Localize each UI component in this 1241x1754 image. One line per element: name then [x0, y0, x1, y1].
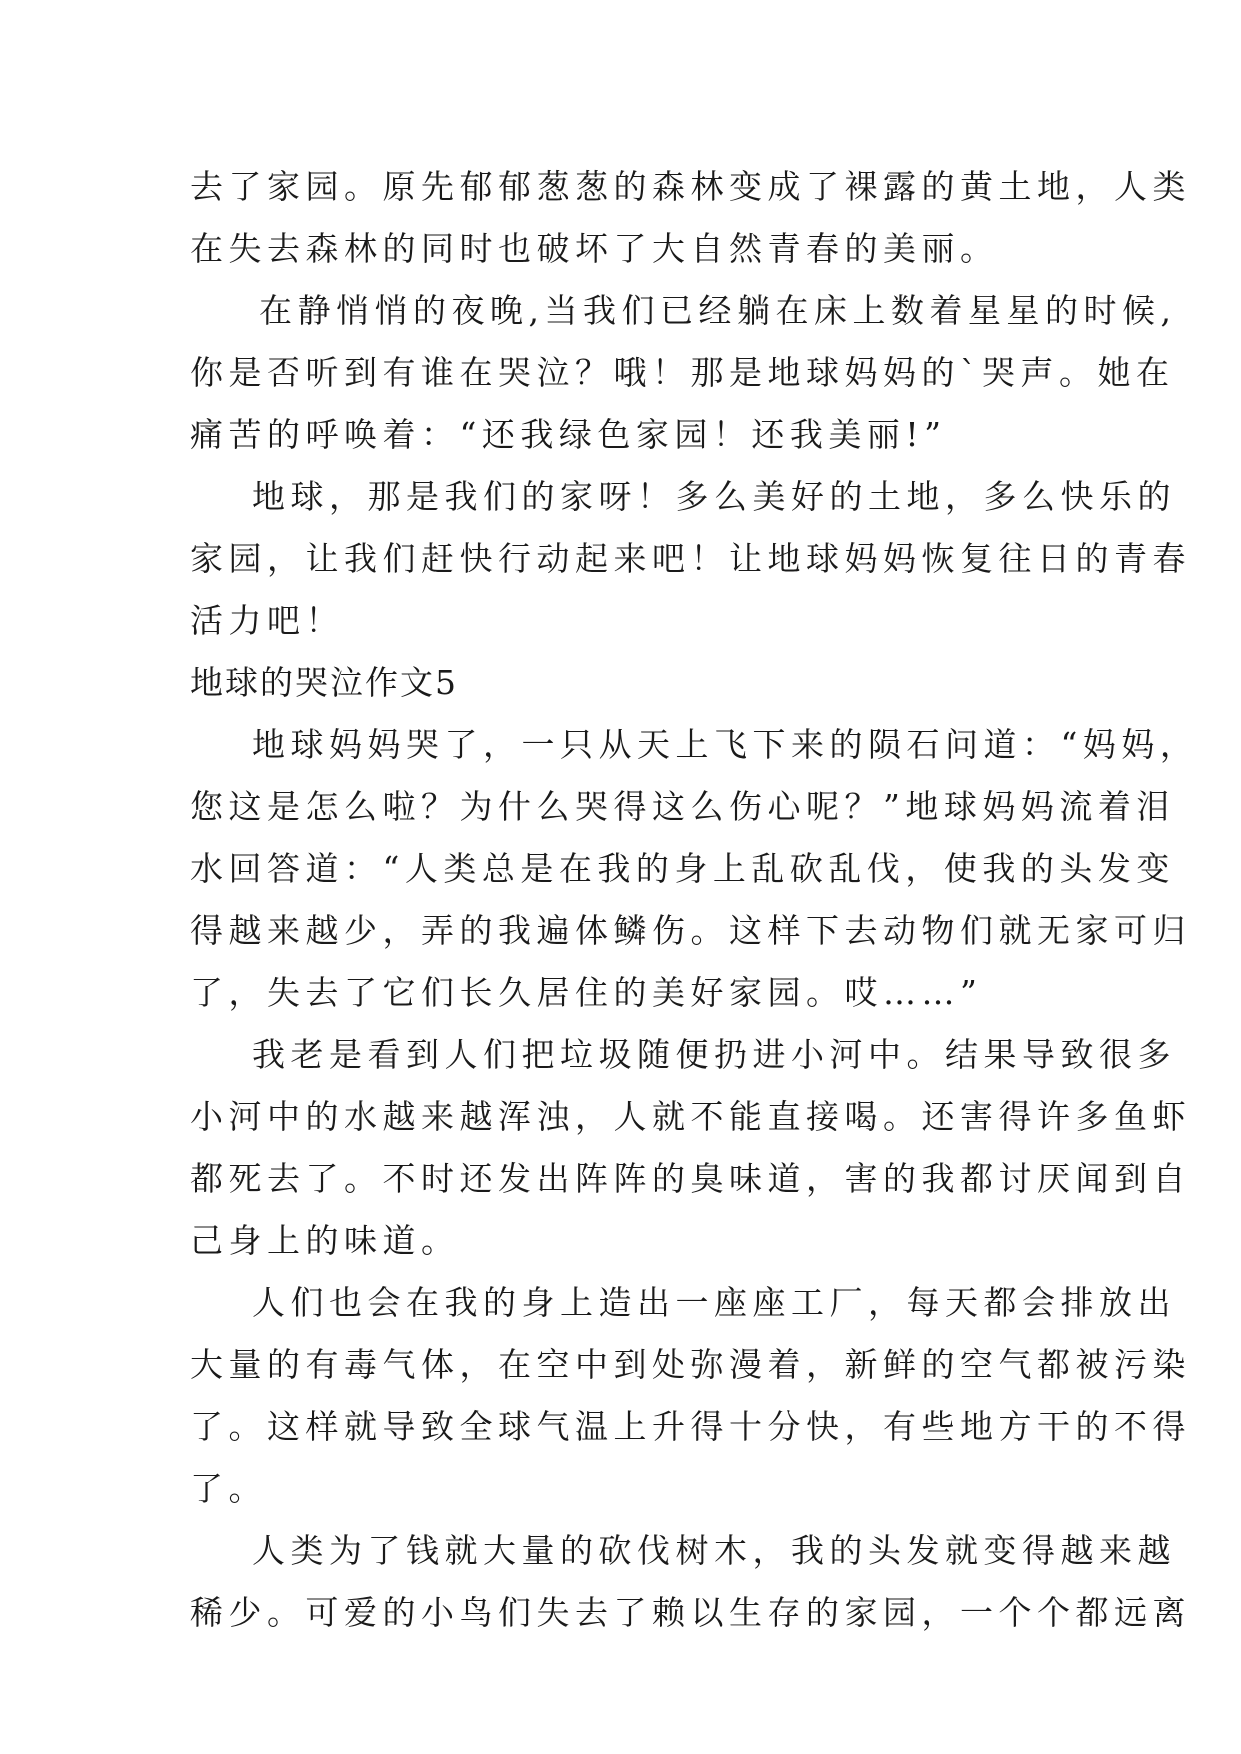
paragraph-start: 人类为了钱就大量的砍伐树木，我的头发就变得越来越: [252, 1531, 1176, 1570]
text-line: 去了家园。原先郁郁葱葱的森林变成了裸露的黄土地，人类: [190, 167, 1191, 206]
text-line: 大量的有毒气体，在空中到处弥漫着，新鲜的空气都被污染: [190, 1345, 1191, 1384]
paragraph-start: 地球妈妈哭了，一只从天上飞下来的陨石问道：“妈妈，: [252, 725, 1199, 764]
paragraph-start: 人们也会在我的身上造出一座座工厂，每天都会排放出: [252, 1283, 1176, 1322]
text-line: 你是否听到有谁在哭泣？哦！那是地球妈妈的`哭声。她在: [190, 353, 1175, 392]
text-line: 了。这样就导致全球气温上升得十分快，有些地方干的不得: [190, 1407, 1191, 1446]
text-line: 了。: [190, 1469, 267, 1508]
text-line: 活力吧！: [190, 601, 344, 640]
paragraph-start: 我老是看到人们把垃圾随便扔进小河中。结果导致很多: [252, 1035, 1176, 1074]
text-line: 家园，让我们赶快行动起来吧！让地球妈妈恢复往日的青春: [190, 539, 1191, 578]
text-line: 稀少。可爱的小鸟们失去了赖以生存的家园，一个个都远离: [190, 1593, 1191, 1632]
text-line: 己身上的味道。: [190, 1221, 460, 1260]
text-line: 在失去森林的同时也破坏了大自然青春的美丽。: [190, 229, 999, 268]
paragraph-start: 地球，那是我们的家呀！多么美好的土地，多么快乐的: [252, 477, 1176, 516]
text-line: 得越来越少，弄的我遍体鳞伤。这样下去动物们就无家可归: [190, 911, 1191, 950]
paragraph-start: 在静悄悄的夜晚,当我们已经躺在床上数着星星的时候,: [259, 291, 1177, 330]
text-line: 都死去了。不时还发出阵阵的臭味道，害的我都讨厌闻到自: [190, 1159, 1191, 1198]
text-line: 您这是怎么啦？为什么哭得这么伤心呢？”地球妈妈流着泪: [190, 787, 1175, 826]
text-line: 水回答道：“人类总是在我的身上乱砍乱伐，使我的头发变: [190, 849, 1175, 888]
section-heading: 地球的哭泣作文5: [190, 663, 458, 702]
text-line: 痛苦的呼唤着：“还我绿色家园！还我美丽!”: [190, 415, 947, 454]
text-line: 小河中的水越来越浑浊，人就不能直接喝。还害得许多鱼虾: [190, 1097, 1191, 1136]
text-line: 了，失去了它们长久居住的美好家园。哎……”: [190, 973, 983, 1012]
